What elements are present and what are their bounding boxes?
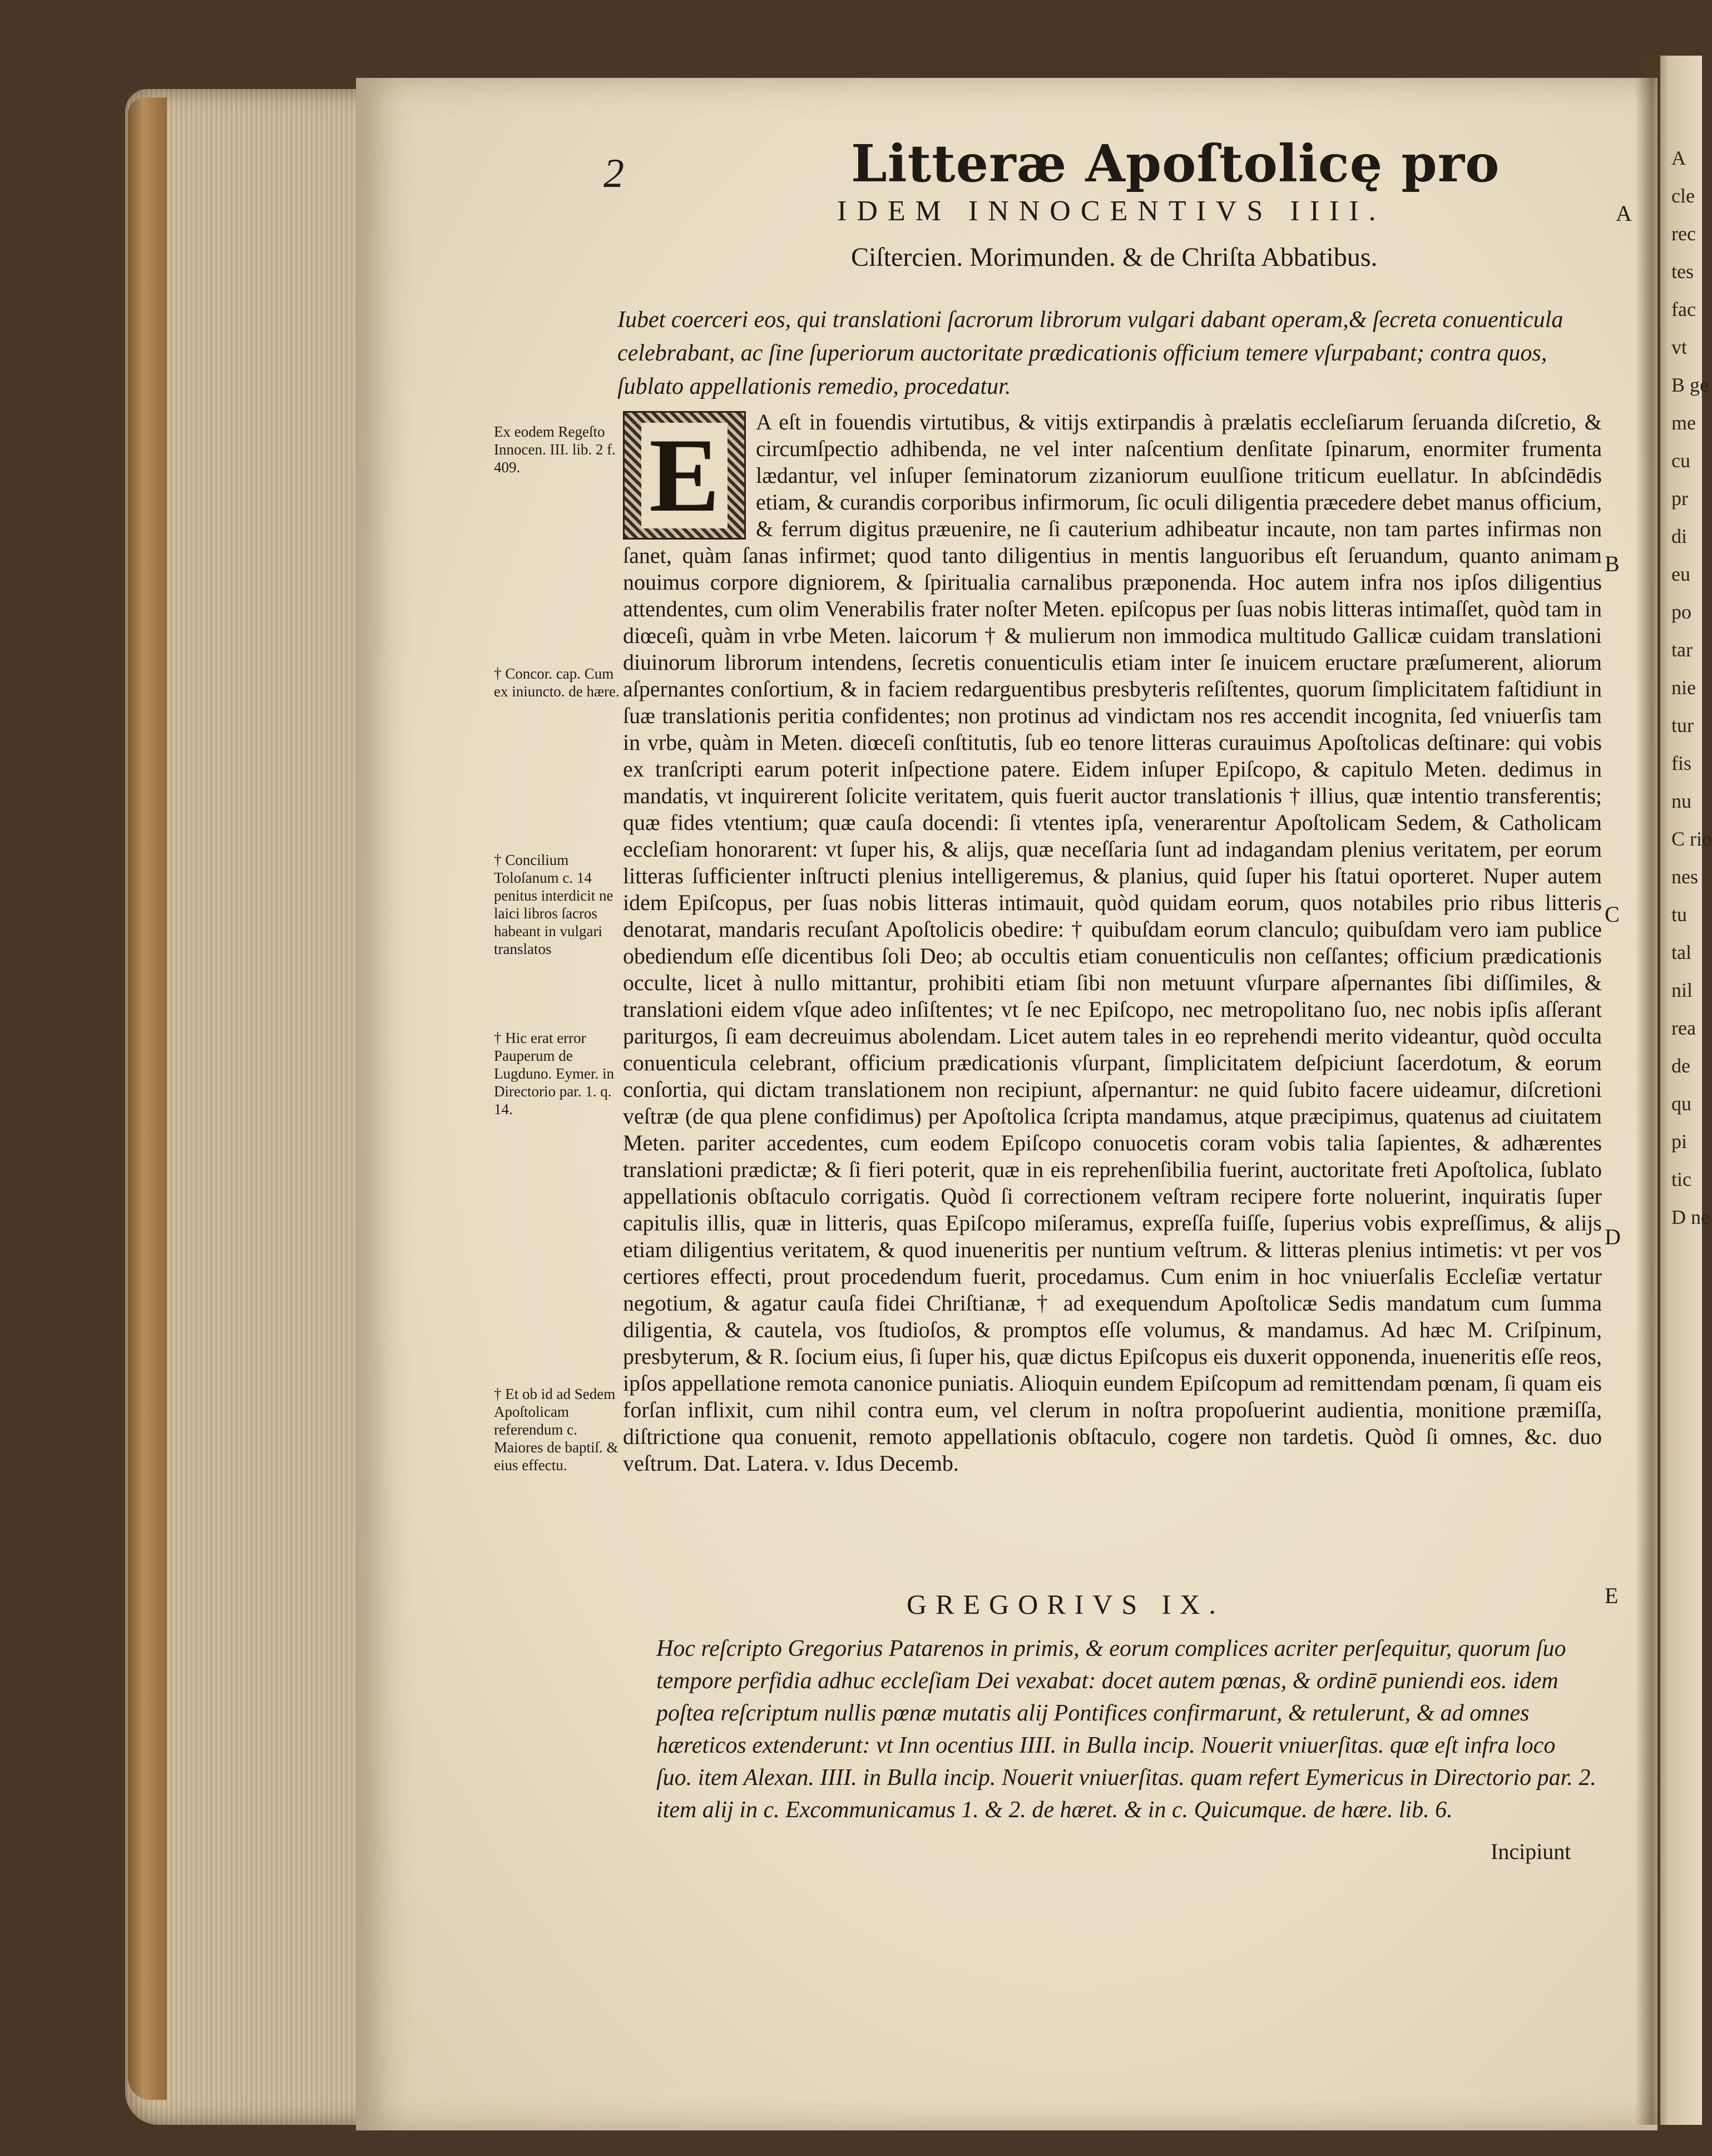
- marginal-note-5: † Et ob id ad Sedem Apoſtolicam referendum c. Maiores de baptiſ. & eius effectu.: [494, 1386, 619, 1473]
- right-page-fragment: nu: [1671, 790, 1691, 812]
- margin-letter-e: E: [1605, 1583, 1619, 1608]
- right-page-fragment: vt: [1671, 336, 1688, 358]
- page-title: Litteræ Apoſtolicę pro: [851, 133, 1500, 194]
- right-page-fragment: de: [1671, 1055, 1690, 1077]
- right-page-fragment: fis: [1671, 752, 1691, 774]
- right-page-fragment: tu: [1671, 903, 1688, 926]
- section-heading: GREGORIVS IX.: [907, 1589, 1225, 1620]
- book-spine: [128, 97, 167, 2100]
- right-page-fragment: tic: [1671, 1168, 1691, 1190]
- margin-letter-a: A: [1616, 201, 1632, 226]
- page-subtitle: IDEM INNOCENTIVS IIII.: [837, 195, 1386, 227]
- right-page-fragment: tar: [1671, 639, 1693, 661]
- book-gutter: [1635, 56, 1669, 2125]
- right-page-fragment: po: [1671, 601, 1691, 623]
- marginal-note-4: † Hic erat error Pauperum de Lugduno. Eymer. in Directorio par. 1. q. 14.: [494, 1030, 614, 1117]
- right-page-fragment: tal: [1671, 941, 1691, 963]
- right-page-fragment: rea: [1671, 1017, 1696, 1039]
- folio-number: 2: [603, 151, 624, 196]
- right-page-fragments: [1671, 139, 1712, 1236]
- right-page-fragment: cle: [1671, 185, 1695, 207]
- right-page-fragment: A: [1671, 147, 1686, 169]
- right-page-fragment: tur: [1671, 714, 1694, 736]
- catchword: Incipiunt: [1491, 1839, 1571, 1864]
- right-page-fragment: fac: [1671, 298, 1696, 320]
- right-page-fragment: nes: [1671, 866, 1698, 888]
- page-subtitle-abbeys: Ciſtercien. Morimunden. & de Chriſta Abbatibus.: [851, 243, 1378, 272]
- right-page-fragment: nil: [1671, 979, 1693, 1001]
- right-page-fragment: rec: [1671, 222, 1696, 245]
- summary-paragraph: Iubet coerceri eos, qui translationi ſacrorum librorum vulgari dabant operam,& ſecreta conuenticula celebrabant, ac ſine ſuperiorum auctoritate prædicationis officium temere vſurpabant; contra quos, ſublato appellationis remedio, procedatur.: [617, 307, 1563, 399]
- marginal-note-1: Ex eodem Regeſto Innocen. III. lib. 2 f. 409.: [494, 423, 616, 476]
- right-page-fragment: tes: [1671, 260, 1694, 283]
- section-summary: Hoc reſcripto Gregorius Patarenos in primis, & eorum complices acriter perſequitur, quorum ſuo tempore perfidia adhuc eccleſiam Dei vexabat: docet autem pœnas, & ordinē puniendi eos. idem poſtea reſcriptum nullis pœnæ mutatis alij Pontifices confirmarunt, & retulerunt, & ad omnes hæreticos extenderunt: vt Inn ocentius IIII. in Bulla incip. Nouerit vniuerſitas. quæ eſt infra loco ſuo. item Alexan. IIII. in Bulla incip. Nouerit vniuerſitas. quam refert Eymericus in Directorio par. 2. item alij in c. Excommunicamus 1. & 2. de hæret. & in c. Quicumque. de hære. lib. 6.: [656, 1636, 1596, 1823]
- margin-letter-d: D: [1605, 1224, 1621, 1249]
- decorated-initial: E: [623, 411, 746, 540]
- right-page-fragment: eu: [1671, 563, 1690, 585]
- right-page-fragment: nie: [1671, 676, 1696, 699]
- right-page-fragment: D ne: [1671, 1206, 1710, 1228]
- margin-letter-b: B: [1605, 551, 1620, 576]
- marginal-note-3: † Concilium Toloſanum c. 14 penitus interdicit ne laici libros ſacros habeant in vulgari translatos: [494, 852, 613, 957]
- right-page-fragment: di: [1671, 525, 1688, 547]
- right-page-fragment: me: [1671, 412, 1696, 434]
- margin-letter-c: C: [1605, 902, 1620, 927]
- right-page-fragment: cu: [1671, 449, 1690, 472]
- right-page-fragment: qu: [1671, 1092, 1691, 1115]
- marginal-note-2: † Concor. cap. Cum ex iniuncto. de hære.: [494, 665, 620, 700]
- right-page-fragment: C rio: [1671, 828, 1712, 850]
- right-page-fragment: pi: [1671, 1130, 1688, 1153]
- right-page-fragment: B ge: [1671, 374, 1709, 396]
- main-text-block: [623, 409, 1602, 1477]
- main-text: A eſt in fouendis virtutibus, & vitijs extirpandis à prælatis eccleſiarum ſeruanda diſcretio, & circumſpectio adhibenda, ne vel inter naſcentium denſitate ſpinarum, enormiter frumenta lædantur, vel inſuper ſeminatorum zizaniorum euulſione triticum euellatur. In abſcindēdis etiam, & curandis corporibus infirmorum, ſic oculi diligentia præcedere debet manus officium, & ferrum digitus præuenire, ne ſi cauterium adhibeatur incaute, non tam partes infirmas non ſanet, quàm ſanas infirmet; quod tanto diligentius in mentis languoribus eſt ſeruandum, quanto animam nouimus corpore digniorem, & ſpiritualia carnalibus præponenda. Hoc autem infra nos ipſos diligentius attendentes, cum olim Venerabilis frater noſter Meten. epiſcopus per ſuas nobis litteras intimaſſet, quòd tam in diœceſi, quàm in vrbe Meten. laicorum † & mulierum non immodica multitudo Gallicæ cuidam translationi diuinorum librorum intendens, ſecretis conuenticulis etiam inter ſe inuicem eructare præſumerent, aliorum aſpernantes conſortium, & in faciem redarguentibus presbyteris reſiſtentes, quorum ſimplicitatem faſtidiunt in ſuæ translationis peritia confidentes; non protinus ad vindictam nos res accendit incognita, ſed vniuerſis tam in vrbe, quàm in Meten. diœceſi conſtitutis, ſub eo tenore litteras curauimus Apoſtolicas deſtinare: qui vobis ex tranſcripti earum poterit inſpectione patere. Eidem inſuper Epiſcopo, & capitulo Meten. dedimus in mandatis, vt inquirerent ſolicite veritatem, quis fuerit auctor translationis † illius, quæ intentio transferentis; quæ fides vtentium; quæ cauſa docendi: ſi vtentes ipſa, venerarentur Apoſtolicam Sedem, & Catholicam eccleſiam honorarent: vt ſuper his, & alijs, quæ neceſſaria ſunt ad indagandam plenius veritatem, per eorum litteras ſufficienter inſtructi plenius intelligeremus, & planius, quid ſuper his ſtatui oporteret. Nuper autem idem Epiſcopus, per ſuas nobis litteras intimauit, quòd quidam eorum, quos notabiles prio ribus litteris denotarat, mandaris recuſant Apoſtolicis obedire: † quibuſdam eorum clanculo; quibuſdam vero iam publice obediendum eſſe dicentibus ſoli Deo; ab occultis etiam conuenticulis non ceſſantes; officium prædicationis occulte, licet à nullo mittantur, prohibiti etiam ſibi non metuunt vſurpare aſpernantes ſibi diſſimiles, & translationi eidem vſque adeo inſiſtentes; vt ſe nec Epiſcopo, nec metropolitano ſuo, nec nobis ipſis aſſerant pariturgos, ſi eam decreuimus abolendam. Licet autem tales in eo reprehendi merito videantur, quòd occulta conuenticula celebrant, officium prædicationis vſurpant, ſimplicitatem deſpiciunt ſacerdotum, & eorum conſortia, qui dictam translationem non recipiunt, aſpernantur: ne quid ſubito facere uideamur, diſcretioni veſtræ (de qua plene confidimus) per Apoſtolica ſcripta mandamus, atque præcipimus, quatenus ad ciuitatem Meten. pariter accedentes, cum eodem Epiſcopo conuocetis coram vobis talia ſapientes, & adhærentes translationi prædictæ; & ſi fieri poterit, quæ in eis reprehenſibilia fuerint, auctoritate freti Apoſtolica, ſublato appellationis obſtaculo corrigatis. Quòd ſi correctionem veſtram recipere forte noluerint, inquiratis ſuper capitulis illis, quæ in litteris, quas Epiſcopo miſeramus, expreſſa fuiſſe, ſuperius vobis expreſſimus, & alijs etiam diligentius veritatem, & quod inueneritis per nuntium veſtrum. & litteras plenius intimetis: vt per vos certiores effecti, prout procedendum fuerit, procedamus. Cum enim in hoc vniuerſalis Eccleſiæ vertatur negotium, & agatur cauſa fidei Chriſtianæ, † ad exequendum Apoſtolicæ Sedis mandatum cum ſumma diligentia, & cautela, vos ſtudioſos, & promptos eſſe volumus, & mandamus. Ad hæc M. Criſpinum, presbyterum, & R. ſocium eius, ſi ſuper his, quæ dictus Epiſcopus eis duxerit opponenda, inueneritis eſſe reos, ipſos appellatione remota canonice puniatis. Alioquin eundem Epiſcopum ad remittendam pœnam, ſi quam eis forſan inflixit, cum nihil contra eum, vel clerum in noſtra propoſuerint audientia, monitione præmiſſa, diſtrictione qua conuenit, remoto appellationis obſtaculo, cogere non tardetis. Quòd ſi omnes, &c. duo veſtrum. Dat. Latera. v. Idus Decemb.: [623, 409, 1602, 1476]
- right-page-fragment: pr: [1671, 487, 1688, 510]
